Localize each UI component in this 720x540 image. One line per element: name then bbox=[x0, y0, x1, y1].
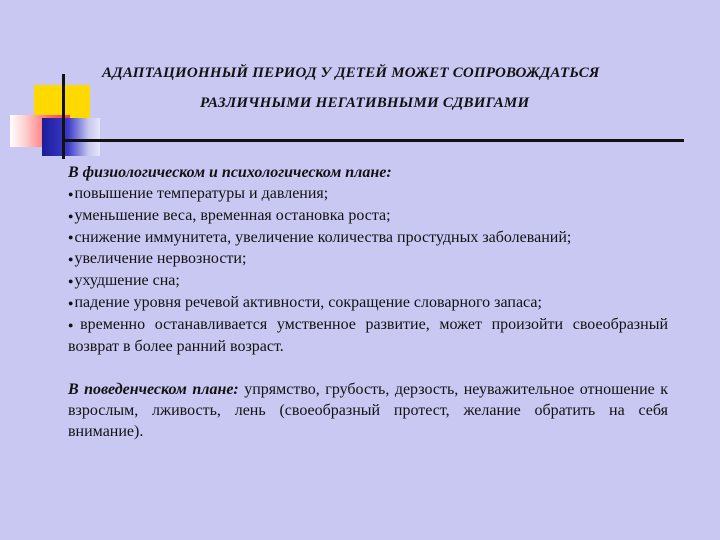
bullet-icon: ● bbox=[68, 276, 74, 287]
list-item: ●увеличение нервозности; bbox=[68, 250, 247, 268]
list-item: ●повышение температуры и давления; bbox=[68, 185, 329, 202]
bullet-icon: ● bbox=[68, 254, 74, 265]
decor-blue-square bbox=[42, 118, 100, 156]
slide-title bbox=[102, 62, 702, 114]
list-item: ●падение уровня речевой активности, сокращение словарного запаса; bbox=[68, 294, 542, 312]
title-underline bbox=[62, 139, 684, 142]
list-item: ●снижение иммунитета, увеличение количества простудных заболеваний; bbox=[68, 228, 572, 246]
bullet-icon: ● bbox=[68, 188, 74, 199]
slide-title-line2: РАЗЛИЧНЫМИ НЕГАТИВНЫМИ СДВИГАМИ bbox=[200, 95, 530, 111]
list-item: ●временно останавливается умственное развитие, может произойти своеобразный возврат в более ранний возраст. bbox=[68, 315, 669, 355]
bullet-icon: ● bbox=[68, 319, 80, 330]
slide-title-line1: АДАПТАЦИОННЫЙ ПЕРИОД У ДЕТЕЙ МОЖЕТ СОПРОВОЖДАТЬСЯ bbox=[102, 65, 600, 81]
behavior-heading: В поведенческом плане: bbox=[68, 380, 239, 398]
behavior-paragraph bbox=[68, 379, 668, 442]
list-item: ●уменьшение веса, временная остановка роста; bbox=[68, 206, 391, 224]
slide-body bbox=[68, 162, 668, 442]
bullet-icon: ● bbox=[68, 297, 74, 308]
physio-heading: В физиологическом и психологическом плане: bbox=[68, 164, 392, 181]
bullet-icon: ● bbox=[68, 210, 74, 221]
list-item: ●ухудшение сна; bbox=[68, 272, 180, 290]
bullet-icon: ● bbox=[68, 232, 74, 243]
decor-vertical-line bbox=[62, 74, 65, 159]
behavior-text: упрямство, грубость, дерзость, неуважительное отношение к взрослым, лживость, лень (своеобразный протест, желание обратить на себя внимание). bbox=[68, 380, 668, 440]
